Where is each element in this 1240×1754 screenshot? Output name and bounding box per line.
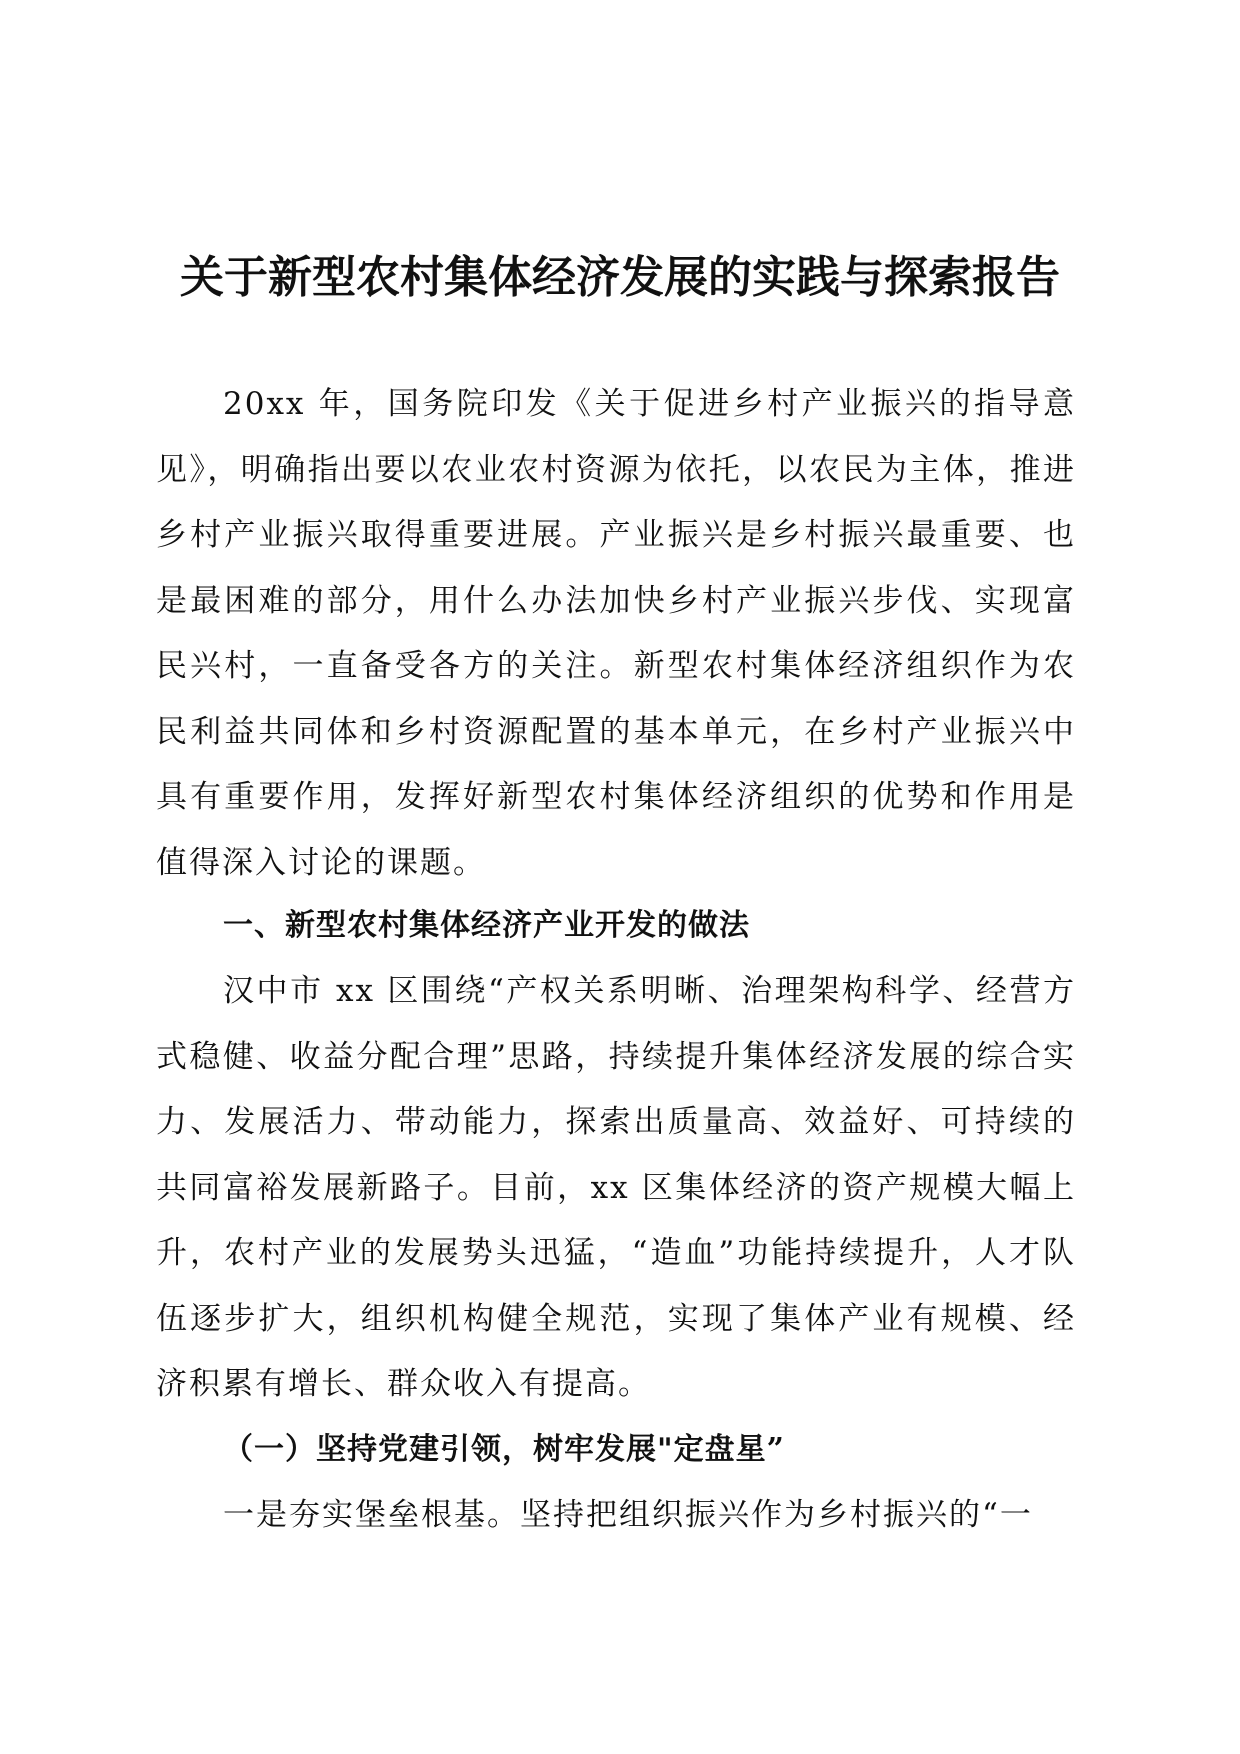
subsection-1-paragraph: 一是夯实堡垒根基。坚持把组织振兴作为乡村振兴的“一 xyxy=(223,1497,1033,1533)
section-heading-1: 一、新型农村集体经济产业开发的做法 xyxy=(223,908,750,943)
subsection-heading-1: （一）坚持党建引领，树牢发展"定盘星” xyxy=(223,1432,785,1467)
document-title: 关于新型农村集体经济发展的实践与探索报告 xyxy=(180,252,1060,303)
intro-paragraph: 20xx 年，国务院印发《关于促进乡村产业振兴的指导意见》，明确指出要以农业农村资源为依托，以农民为主体，推进乡村产业振兴取得重要进展。产业振兴是乡村振兴最重要、也是最困难的部分，用什么办法加快乡村产业振兴步伐、实现富民兴村，一直备受各方的关注。新型农村集体经济组织作为农民利益共同体和乡村资源配置的基本单元，在乡村产业振兴中具有重要作用，发挥好新型农村集体经济组织的优势和作用是值得深入讨论的课题。 xyxy=(156,386,1076,881)
section-1-paragraph: 汉中市 xx 区围绕“产权关系明晰、治理架构科学、经营方式稳健、收益分配合理”思路，持续提升集体经济发展的综合实力、发展活力、带动能力，探索出质量高、效益好、可持续的共同富裕发展新路子。目前，xx 区集体经济的资产规模大幅上升，农村产业的发展势头迅猛，“造血”功能持续提升，人才队伍逐步扩大，组织机构健全规范，实现了集体产业有规模、经济积累有增长、群众收入有提高。 xyxy=(156,973,1076,1402)
